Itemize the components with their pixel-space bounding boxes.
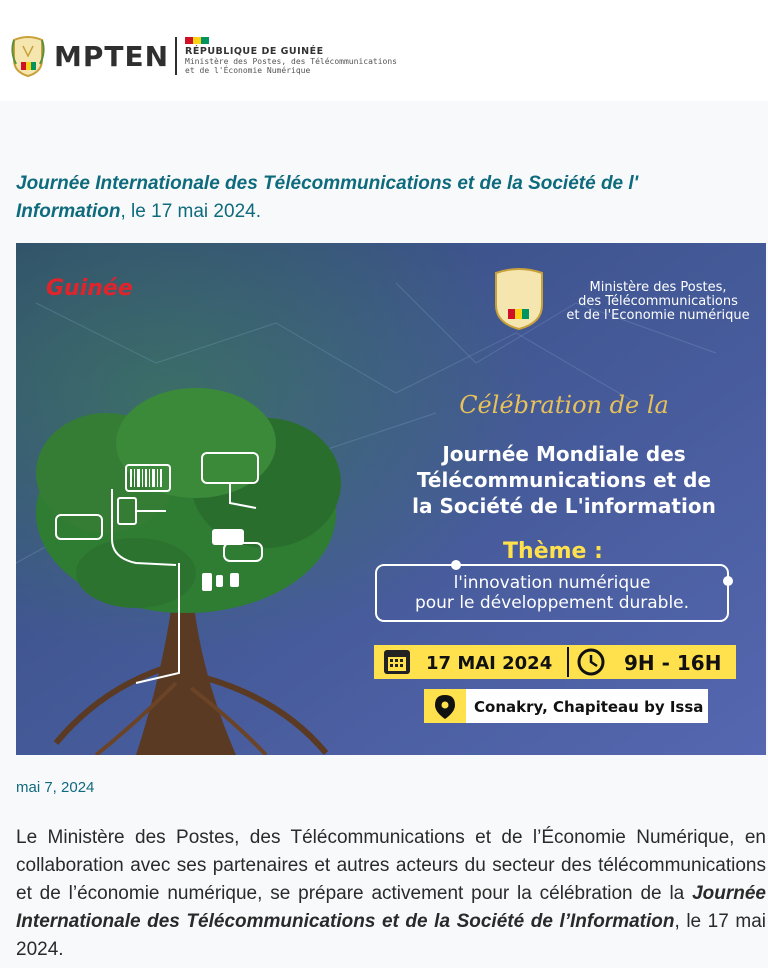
article-title-bold: Journée Internationale des Télécommunications et de la Société de l' Information <box>16 173 639 222</box>
event-location: Conakry, Chapiteau by Issa <box>474 698 704 716</box>
banner-ministry-line3: et de l'Economie numérique <box>566 308 750 323</box>
site-header <box>0 0 768 101</box>
republic-block <box>185 37 397 75</box>
theme-line1: l'innovation numérique <box>453 573 651 593</box>
calendar-icon <box>384 650 410 674</box>
banner-heading-line3: la Société de L'information <box>412 494 716 518</box>
event-date: 17 MAI 2024 <box>426 653 553 674</box>
coat-of-arms-icon <box>8 34 48 78</box>
body-bold: Journée Internationale des Télécommunications et de la Société de l’Information <box>16 883 766 932</box>
body-intro: Le Ministère des Postes, des Télécommunications et de l’Économie Numérique, en collaboration avec ses partenaires et autres acteurs du secteur des télécommunications et de l’économie numérique, se prépare activement pour la célébration de la <box>16 827 766 904</box>
publish-date: mai 7, 2024 <box>16 779 95 796</box>
ministry-logo[interactable] <box>8 32 397 80</box>
banner-ministry-line2: des Télécommunications <box>578 294 738 309</box>
article-title <box>16 170 716 226</box>
ministry-name-line2: et de l'Économie Numérique <box>185 66 311 75</box>
celebration-text: Célébration de la <box>459 391 669 419</box>
banner-heading-line1: Journée Mondiale des <box>442 442 686 466</box>
theme-label: Thème : <box>503 539 603 564</box>
banner-ministry-line1: Ministère des Postes, <box>589 280 727 295</box>
event-banner-image <box>16 243 766 755</box>
logo-text: MPTEN <box>54 39 170 73</box>
ministry-name-line1: Ministère des Postes, des Télécommunications <box>185 57 397 66</box>
event-time: 9H - 16H <box>624 651 722 675</box>
banner-heading-line2: Télécommunications et de <box>416 468 712 492</box>
guinee-logo-text: Guinée <box>46 276 133 301</box>
logo-divider <box>175 37 177 75</box>
body-end: , le 17 mai 2024. <box>16 911 766 960</box>
guinea-flag-icon <box>185 37 209 44</box>
banner-coat-of-arms-icon <box>496 269 542 329</box>
theme-line2: pour le développement durable. <box>414 593 690 613</box>
republic-label: RÉPUBLIQUE DE GUINÉE <box>185 46 324 57</box>
article-body <box>16 824 766 964</box>
article-title-rest: , le 17 mai 2024. <box>120 201 261 222</box>
